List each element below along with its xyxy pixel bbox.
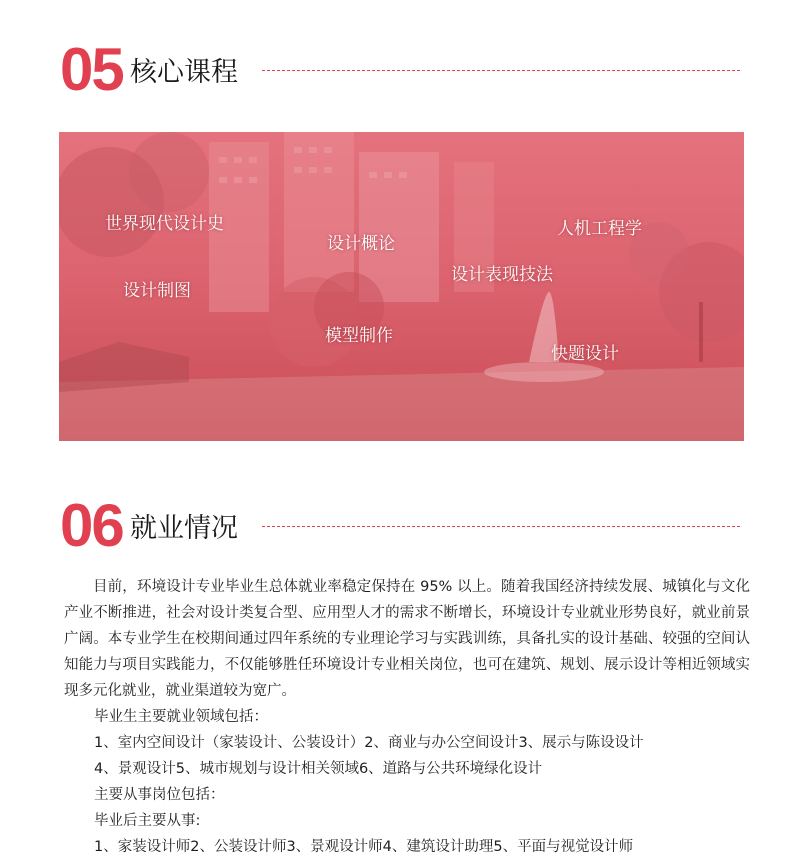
dashed-divider <box>262 70 740 71</box>
employment-content <box>64 574 750 860</box>
courses-banner <box>59 132 744 441</box>
course-item: 设计概论 <box>327 234 395 254</box>
course-item: 世界现代设计史 <box>105 214 224 234</box>
course-item: 模型制作 <box>325 326 393 346</box>
dashed-divider <box>262 526 740 527</box>
fields-list-line: 1、室内空间设计（家装设计、公装设计）2、商业与办公空间设计3、展示与陈设设计 <box>94 735 644 751</box>
section-title: 核心课程 <box>130 57 238 88</box>
section-header-employment <box>60 492 740 559</box>
positions-list-line: 1、家装设计师2、公装设计师3、景观设计师4、建筑设计助理5、平面与视觉设计师 <box>94 839 634 855</box>
course-item: 人机工程学 <box>557 219 642 239</box>
fields-list-line: 4、景观设计5、城市规划与设计相关领域6、道路与公共环境绿化设计 <box>94 761 543 777</box>
section-title: 就业情况 <box>130 513 238 544</box>
course-item: 设计制图 <box>123 281 191 301</box>
course-item: 设计表现技法 <box>451 265 553 285</box>
section-header-core-courses <box>60 36 740 103</box>
section-number: 05 <box>60 36 123 103</box>
after-graduation-heading: 毕业后主要从事: <box>94 813 201 829</box>
course-item: 快题设计 <box>551 344 619 364</box>
positions-heading: 主要从事岗位包括： <box>94 787 225 803</box>
employment-intro: 目前，环境设计专业毕业生总体就业率稳定保持在 95% 以上。随着我国经济持续发展、城镇化与文化产业不断推进，社会对设计类复合型、应用型人才的需求不断增长，环境设计专业就业形势良好，就业前景广阔。本专业学生在校期间通过四年系统的专业理论学习与实践训练，具备扎实的设计基础、较强的空间认知能力与项目实践能力，不仅能够胜任环境设计专业相关岗位，也可在建筑、规划、展示设计等相近领域实现多元化就业，就业渠道较为宽广。 <box>64 579 750 699</box>
fields-heading: 毕业生主要就业领域包括： <box>94 709 268 725</box>
section-number: 06 <box>60 492 123 559</box>
